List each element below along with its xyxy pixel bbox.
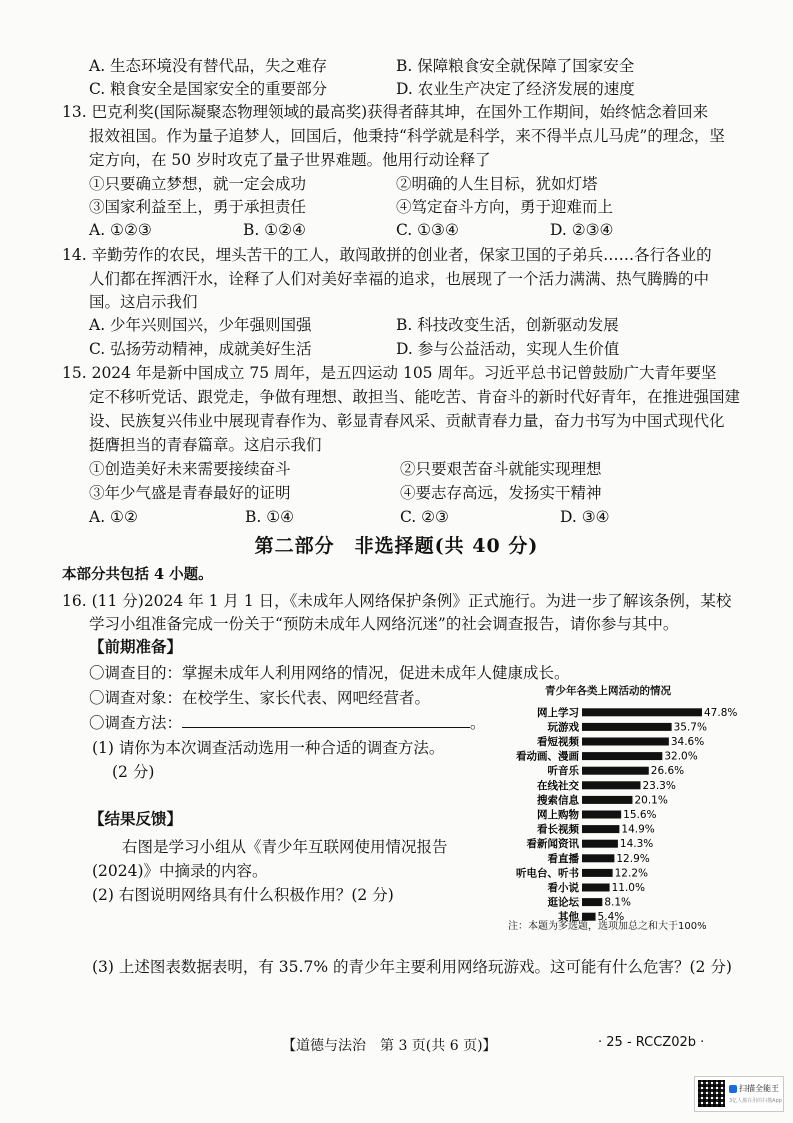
chart-bar	[582, 840, 618, 848]
q12-option-d: D. 农业生产决定了经济发展的速度	[396, 80, 635, 98]
chart-value-label: 12.9%	[616, 852, 650, 865]
q14-option-b: B. 科技改变生活，创新驱动发展	[396, 316, 619, 334]
chart-value-label: 23.3%	[642, 779, 676, 792]
part2-title: 第二部分 非选择题(共 40 分)	[254, 535, 539, 557]
survey-objects: 〇调查对象：在校学生、家长代表、网吧经营者。	[89, 689, 431, 707]
activity-chart	[508, 683, 738, 933]
chart-category-label: 在线社交	[537, 779, 579, 792]
chart-bar	[582, 752, 662, 760]
q15-option-c: C. ②③	[400, 508, 449, 526]
chart-bar	[582, 781, 640, 789]
q15-option-d: D. ③④	[560, 508, 610, 526]
q13-statement-1: ①只要确立梦想，就一定会成功	[89, 175, 307, 193]
chart-bar	[582, 738, 669, 746]
chart-title: 青少年各类上网活动的情况	[545, 685, 671, 697]
chart-value-label: 32.0%	[664, 750, 698, 763]
chart-category-label: 逛论坛	[547, 896, 579, 909]
chart-value-label: 20.1%	[634, 794, 668, 807]
chart-category-label: 网上购物	[537, 809, 579, 821]
chart-value-label: 35.7%	[673, 721, 707, 734]
prep-heading: 【前期准备】	[89, 637, 183, 656]
chart-category-label: 其他	[558, 911, 579, 924]
chart-category-label: 搜索信息	[537, 794, 579, 807]
q13-stem-line-2: 报效祖国。作为量子追梦人，回国后，他秉持“科学就是科学，来不得半点儿马虎”的理念，坚	[89, 127, 725, 145]
chart-bar	[582, 796, 632, 804]
q13-option-c: C. ①③④	[396, 221, 459, 239]
result-heading: 【结果反馈】	[89, 809, 183, 828]
q14-stem-line-3: 国。这启示我们	[89, 293, 198, 311]
result-text-line-2: (2024)》中摘录的内容。	[92, 862, 268, 880]
q15-statement-2: ②只要艰苦奋斗就能实现理想	[400, 460, 602, 478]
chart-value-label: 15.6%	[623, 809, 657, 821]
q15-option-b: B. ①④	[245, 508, 295, 526]
scanner-logo-icon	[729, 1085, 737, 1093]
chart-category-label: 听音乐	[547, 765, 579, 778]
footer-code: · 25 - RCCZ02b ·	[598, 1035, 705, 1050]
q13-option-a: A. ①②③	[89, 221, 152, 239]
q13-option-b: B. ①②④	[243, 221, 306, 239]
chart-value-label: 8.1%	[604, 896, 632, 909]
q15-stem-line-3: 设、民族复兴伟业中展现青春作为、彰显青春风采、贡献青春力量，奋力书写为中国式现代化	[89, 412, 725, 430]
q14-option-c: C. 弘扬劳动精神，成就美好生活	[89, 340, 312, 358]
q15-option-a: A. ①②	[89, 508, 138, 526]
chart-value-label: 5.4%	[597, 911, 625, 924]
chart-bar	[582, 898, 602, 906]
footer-subject: 【道德与法治 第 3 页(共 6 页)】	[282, 1038, 497, 1054]
q15-stem-line-2: 定不移听党话、跟党走，争做有理想、敢担当、能吃苦、肯奋斗的新时代好青年，在推进强国建	[89, 388, 741, 406]
chart-svg	[508, 701, 738, 931]
chart-category-label: 看短视频	[537, 736, 579, 748]
chart-value-label: 14.3%	[619, 838, 654, 851]
chart-category-label: 听电台、听书	[516, 867, 579, 880]
q16-sub-3: (3) 上述图表数据表明，有 35.7% 的青少年主要利用网络玩游戏。这可能有什么危害？(2 分)	[92, 958, 732, 976]
qr-code-icon	[698, 1080, 725, 1107]
stamp-sub: 3亿人都在用的扫描App	[729, 1098, 782, 1104]
chart-bar	[582, 869, 613, 877]
chart-value-label: 26.6%	[650, 765, 685, 778]
q12-option-c: C. 粮食安全是国家安全的重要部分	[89, 80, 328, 98]
q16-intro-line-1: 16. (11 分)2024 年 1 月 1 日，《未成年人网络保护条例》正式施行。为进一步了解该条例，某校	[62, 592, 732, 610]
survey-purpose: 〇调查目的：掌握未成年人利用网络的情况，促进未成年人健康成长。	[89, 664, 570, 682]
q14-option-d: D. 参与公益活动，实现人生价值	[396, 340, 620, 358]
survey-method-end: 。	[470, 714, 486, 732]
survey-method-label: 〇调查方法：	[89, 714, 183, 732]
q13-statement-2: ②明确的人生目标，犹如灯塔	[396, 175, 598, 193]
q16-sub-1: (1) 请你为本次调查活动选用一种合适的调查方法。	[92, 739, 445, 757]
q13-statement-4: ④笃定奋斗方向，勇于迎难而上	[396, 198, 614, 216]
q14-stem-line-1: 14. 辛勤劳作的农民，埋头苦干的工人，敢闯敢拼的创业者，保家卫国的子弟兵……各行各业的	[62, 246, 712, 264]
q12-option-b: B. 保障粮食安全就保障了国家安全	[396, 57, 635, 75]
q16-intro-line-2: 学习小组准备完成一份关于“预防未成年人网络沉迷”的社会调查报告，请你参与其中。	[89, 615, 679, 633]
chart-category-label: 看长视频	[537, 823, 579, 836]
result-text-line-1: 右图是学习小组从《青少年互联网使用情况报告	[122, 838, 448, 856]
survey-method-blank[interactable]	[182, 712, 470, 728]
q14-option-a: A. 少年兴则国兴，少年强则国强	[89, 316, 312, 334]
q14-stem-line-2: 人们都在挥洒汗水，诠释了人们对美好幸福的追求，也展现了一个活力满满、热气腾腾的中	[89, 270, 710, 288]
q15-statement-4: ④要志存高远，发扬实干精神	[400, 484, 602, 502]
chart-bar	[582, 884, 610, 892]
chart-value-label: 12.2%	[614, 867, 648, 880]
chart-bar	[582, 811, 621, 819]
q16-sub-2: (2) 右图说明网络具有什么积极作用？(2 分)	[92, 886, 394, 904]
q15-stem-line-1: 15. 2024 年是新中国成立 75 周年，是五四运动 105 周年。习近平总书记曾鼓励广大青年要坚	[62, 364, 717, 382]
chart-value-label: 47.8%	[704, 706, 738, 719]
q13-statement-3: ③国家利益至上，勇于承担责任	[89, 198, 307, 216]
q13-stem-line-1: 13. 巴克利奖(国际凝聚态物理领域的最高奖)获得者薛其坤，在国外工作期间，始终惦念着回来	[62, 103, 709, 121]
chart-category-label: 看直播	[547, 852, 579, 865]
q13-option-d: D. ②③④	[550, 221, 614, 239]
q15-statement-1: ①创造美好未来需要接续奋斗	[89, 460, 291, 478]
chart-bar	[582, 723, 672, 731]
part2-note: 本部分共包括 4 小题。	[62, 566, 213, 583]
stamp-name: 扫描全能王	[739, 1084, 779, 1093]
chart-value-label: 11.0%	[611, 882, 645, 894]
chart-value-label: 14.9%	[621, 823, 655, 836]
chart-category-label: 看小说	[547, 882, 579, 894]
q16-sub-1-score: (2 分)	[112, 763, 155, 781]
chart-value-label: 34.6%	[670, 736, 705, 748]
chart-note: 注：本题为多选题，选项加总之和大于100%	[508, 921, 707, 932]
survey-method-row	[89, 712, 486, 734]
q12-option-a: A. 生态环境没有替代品，失之难存	[89, 57, 328, 75]
chart-bar	[582, 825, 619, 833]
chart-bar	[582, 854, 614, 862]
q15-stem-line-4: 挺膺担当的青春篇章。这启示我们	[89, 436, 322, 454]
chart-category-label: 玩游戏	[547, 721, 579, 734]
chart-bar	[582, 708, 702, 716]
chart-category-label: 看新闻资讯	[526, 838, 579, 851]
chart-bar	[582, 767, 649, 775]
chart-category-label: 看动画、漫画	[516, 750, 579, 763]
chart-category-label: 网上学习	[537, 706, 579, 719]
q13-stem-line-3: 定方向，在 50 岁时攻克了量子世界难题。他用行动诠释了	[89, 151, 491, 169]
q15-statement-3: ③年少气盛是青春最好的证明	[89, 484, 291, 502]
scanner-stamp	[694, 1076, 784, 1112]
